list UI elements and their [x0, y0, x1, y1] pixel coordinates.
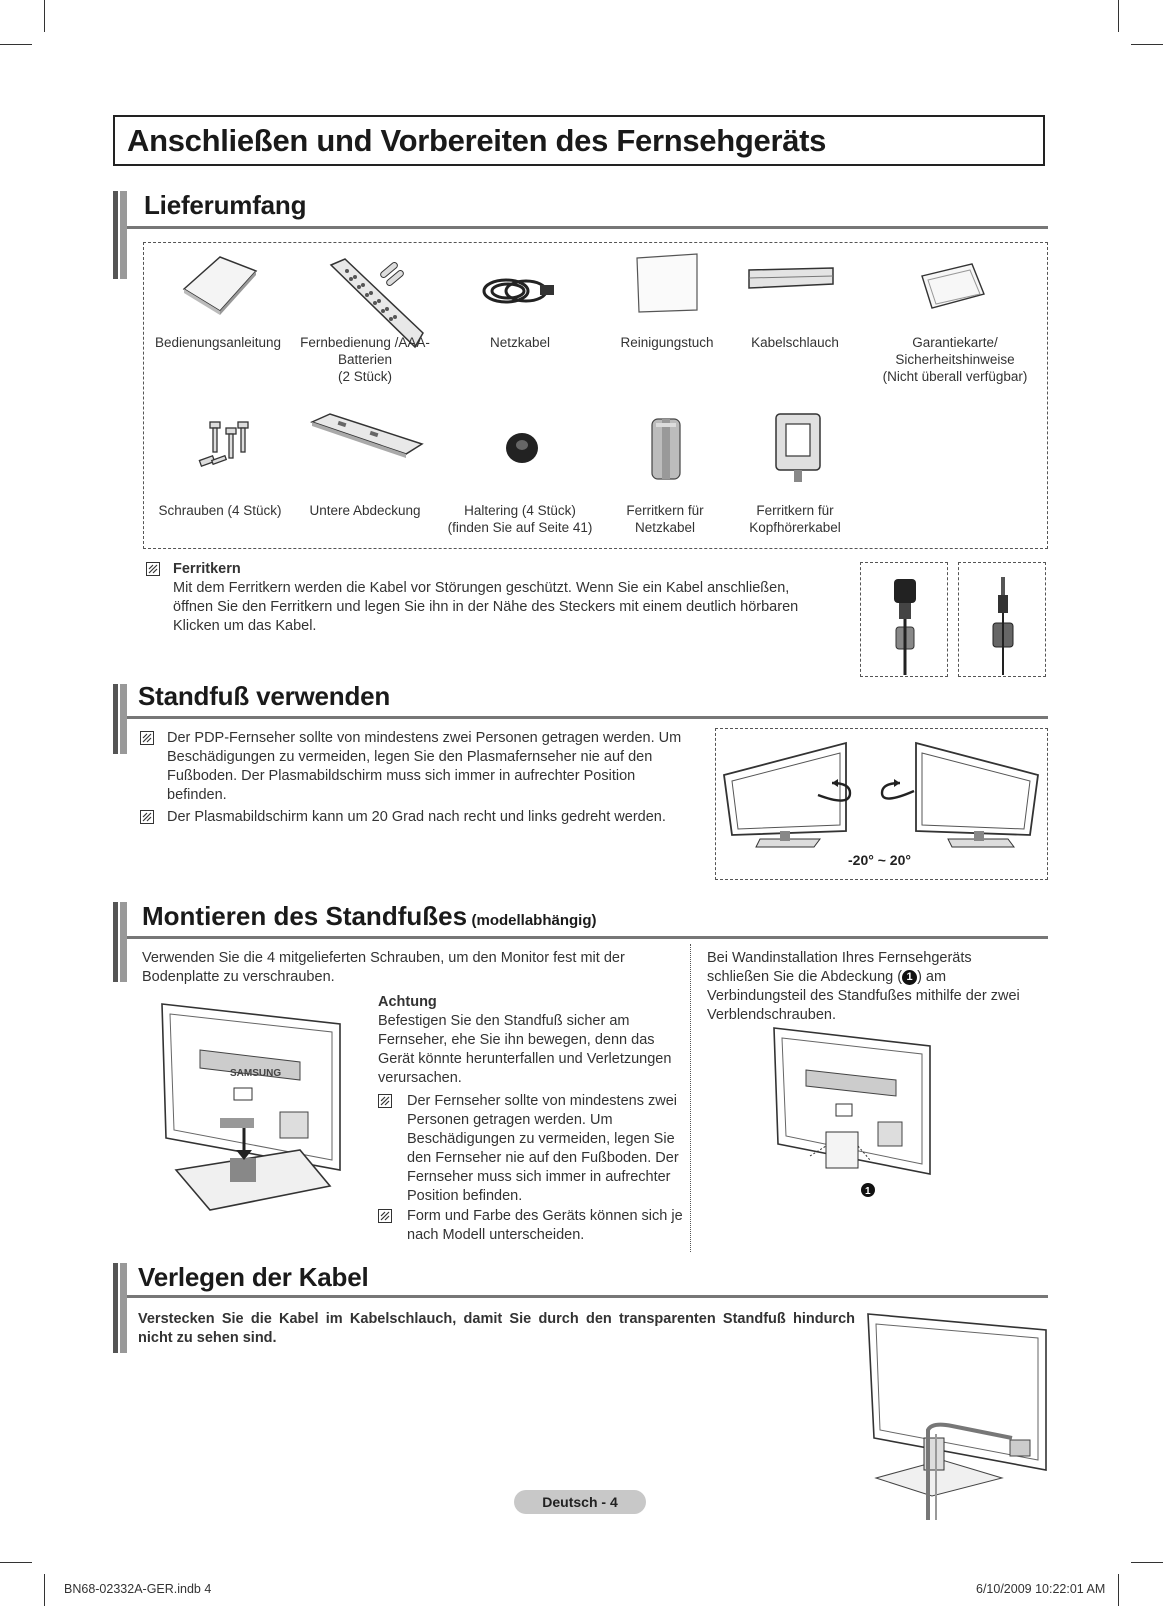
montieren-note-2: Form und Farbe des Geräts können sich je nach Modell unterscheiden. [407, 1208, 683, 1243]
brand-text: SAMSUNG [230, 1068, 282, 1079]
callout-marker: 1 [902, 970, 917, 985]
crop-mark [0, 1562, 32, 1563]
crop-mark [0, 44, 32, 45]
ferrite-clip-icon [772, 410, 824, 486]
section-heading-lieferumfang: Lieferumfang [144, 190, 307, 220]
wall-install-text: Bei Wandinstallation Ihres Fernsehgeräts schließen Sie die Abdeckung ( 1 ) am Verbindungsteil des Standfußes mithilfe der zwei Verblendschrauben. [707, 950, 1020, 1023]
cloth-icon [633, 252, 701, 314]
note-icon [146, 562, 160, 576]
item-label-cable-tube: Kabelschlauch [751, 335, 839, 350]
note-icon [140, 810, 154, 824]
section-rule [127, 716, 1048, 719]
section-heading-kabel: Verlegen der Kabel [138, 1262, 369, 1292]
cable-tube-icon [747, 264, 837, 294]
warranty-card-icon [920, 262, 988, 310]
standfuss-note-2: Der Plasmabildschirm kann um 20 Grad nach recht und links gedreht werden. [167, 809, 666, 825]
tv-rotation-illustration [720, 735, 1045, 855]
crop-mark [1118, 0, 1119, 32]
ferrite-core-icon [648, 415, 684, 483]
crop-mark [1131, 44, 1163, 45]
headphone-plug-ferrite-icon [988, 575, 1018, 675]
note-icon [378, 1209, 392, 1223]
crop-mark [44, 1574, 45, 1606]
note-icon [140, 731, 154, 745]
section-heading-montieren [142, 901, 597, 932]
crop-mark [1131, 1562, 1163, 1563]
footer-timestamp: 6/10/2009 10:22:01 AM [976, 1582, 1106, 1596]
screws-icon [190, 418, 256, 476]
section-heading-standfuss: Standfuß verwenden [138, 681, 391, 711]
callout-number: 1 [865, 1186, 871, 1197]
power-plug-ferrite-icon [890, 575, 920, 675]
item-label-warranty: Garantiekarte/ Sicherheitshinweise (Nicht überall verfügbar) [882, 335, 1028, 384]
section-bar [113, 902, 127, 982]
section-rule [127, 226, 1048, 229]
column-divider [690, 944, 691, 1252]
section-bar [113, 191, 127, 279]
item-label-holder-ring: Haltering (4 Stück) (finden Sie auf Seite 41) [447, 503, 593, 535]
item-label-ferrite-core: Ferritkern für Netzkabel [626, 503, 704, 535]
montieren-note-1: Der Fernseher sollte von mindestens zwei Personen getragen werden. Um Beschädigungen zu vermeiden, legen Sie den Fernseher nie auf den Fußboden. Der Fernseher muss sich immer in aufrechter Position befinden. [407, 1093, 679, 1204]
rotation-label: -20° ~ 20° [848, 852, 911, 868]
caution-title: Achtung [378, 994, 437, 1010]
kabel-text: Verstecken Sie die Kabel im Kabelschlauch, damit Sie durch den transparenten Standfuß hindurch nicht zu sehen sind. [138, 1311, 855, 1346]
standfuss-note-1: Der PDP-Fernseher sollte von mindestens zwei Personen getragen werden. Um Beschädigungen zu vermeiden, legen Sie den Plasmafernseher nie auf den Fußboden. Der Plasmabildschirm muss sich immer in aufrechter Position befinden. [167, 730, 682, 803]
section-bar [113, 684, 127, 754]
tv-wall-cover-illustration [770, 1024, 940, 1204]
item-label-power-cord: Netzkabel [489, 335, 551, 350]
footer-file-name: BN68-02332A-GER.indb 4 [64, 1582, 212, 1596]
item-label-remote: Fernbedienung /AAA- Batterien (2 Stück) [300, 335, 430, 384]
montieren-heading-text: Montieren des Standfußes [142, 901, 468, 931]
section-rule [127, 936, 1048, 939]
ferrite-note-title: Ferritkern [173, 561, 241, 577]
caution-text: Befestigen Sie den Standfuß sicher am Fernseher, ehe Sie ihn bewegen, denn das Gerät könnte herunterfallen und Verletzungen verursachen. [378, 1013, 672, 1086]
section-rule [127, 1295, 1048, 1298]
item-label-bottom-cover: Untere Abdeckung [309, 503, 421, 518]
item-label-cloth: Reinigungstuch [620, 335, 714, 350]
item-label-screws: Schrauben (4 Stück) [158, 503, 282, 518]
tv-cable-routing-illustration [862, 1310, 1050, 1520]
page-number-pill: Deutsch - 4 [514, 1490, 646, 1514]
montieren-heading-suffix: (modellabhängig) [471, 912, 597, 929]
bottom-cover-icon [310, 410, 424, 460]
ferrite-note-text: Mit dem Ferritkern werden die Kabel vor Störungen geschützt. Wenn Sie ein Kabel anschließen, öffnen Sie den Ferritkern und legen Sie ihn in der Nähe des Steckers mit einem deutlich hörbaren Klicken um das Kabel. [173, 580, 799, 634]
note-icon [378, 1094, 392, 1108]
holder-ring-icon [504, 429, 540, 465]
power-cord-icon [478, 273, 558, 309]
tv-back-stand-illustration [160, 1000, 350, 1215]
montieren-intro: Verwenden Sie die 4 mitgelieferten Schrauben, um den Monitor fest mit der Bodenplatte zu verschrauben. [142, 950, 625, 985]
section-bar [113, 1263, 127, 1353]
crop-mark [44, 0, 45, 32]
crop-mark [1118, 1574, 1119, 1606]
item-label-ferrite-clip: Ferritkern für Kopfhörerkabel [749, 503, 841, 535]
item-label-manual: Bedienungsanleitung [154, 335, 282, 350]
page-title: Anschließen und Vorbereiten des Fernsehgeräts [113, 115, 1045, 166]
manual-icon [180, 253, 260, 315]
